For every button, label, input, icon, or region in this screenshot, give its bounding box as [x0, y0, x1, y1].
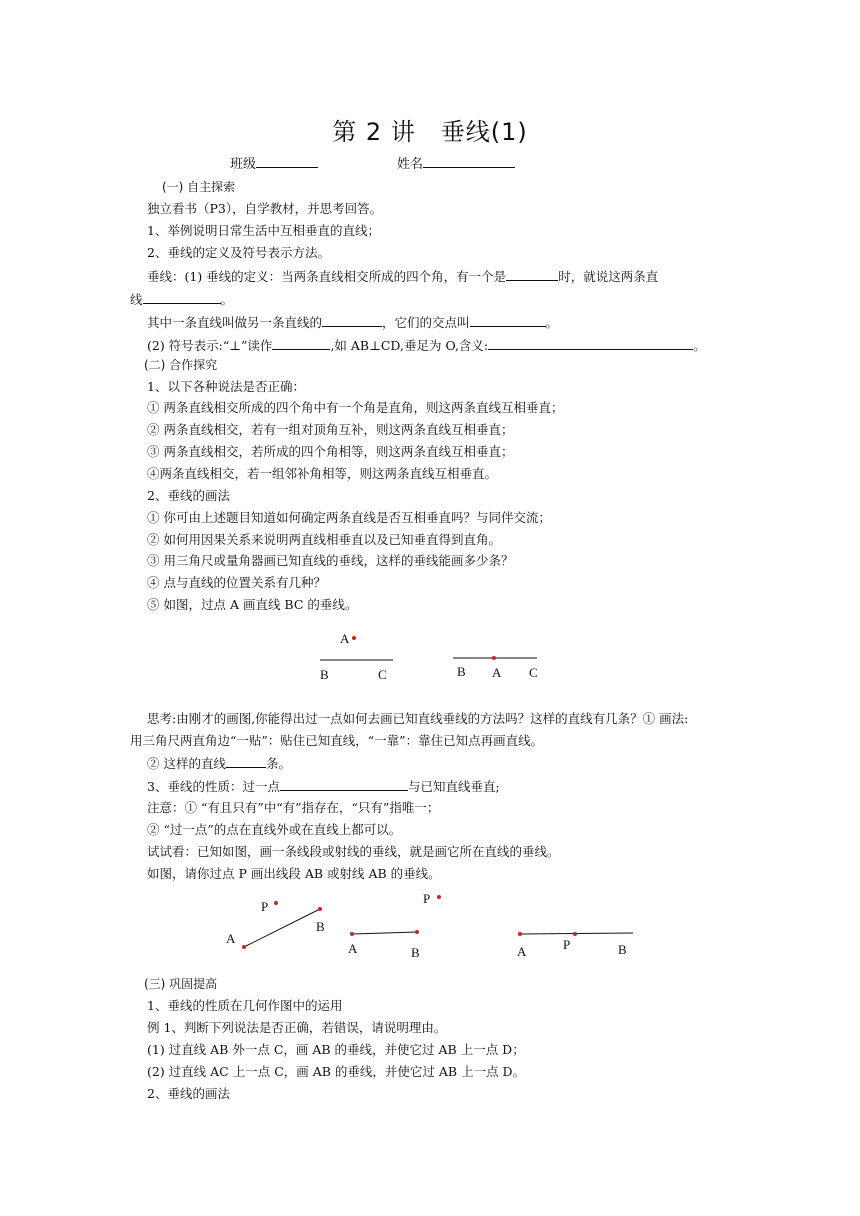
definition-text-a: 垂线：(1) 垂线的定义：当两条直线相交所成的四个角，有一个是: [147, 269, 507, 284]
page-title: 第 2 讲 垂线(1): [332, 118, 528, 146]
figure-2: [453, 656, 538, 680]
fig4-label-p: P: [423, 891, 431, 906]
s2-draw-4: ④ 点与直线的位置关系有几种？: [147, 575, 326, 590]
s2-question-2: 2、垂线的画法: [147, 488, 230, 503]
class-label: 班级: [230, 157, 257, 172]
fig3-point-p: [274, 901, 278, 905]
s3-example-2: (2) 过直线 AC 上一点 C，画 AB 的垂线，并使它过 AB 上一点 D。: [147, 1064, 526, 1079]
s1-question-1: 1、举例说明日常生活中互相垂直的直线；: [147, 223, 380, 238]
definition2-text-c: 。: [545, 315, 559, 330]
definition-text-b: 时，就说这两条直: [558, 269, 659, 284]
s2-item-1: ① 两条直线相交所成的四个角中有一个角是直角，则这两条直线互相垂直；: [147, 400, 564, 415]
s2-draw-5: ⑤ 如图，过点 A 画直线 BC 的垂线。: [147, 597, 358, 612]
fig2-point-a: [492, 656, 496, 660]
property-text-b: 与已知直线垂直;: [407, 779, 500, 794]
fig3-label-p: P: [261, 899, 269, 914]
fig3-label-b: B: [316, 919, 325, 934]
fig2-label-b: B: [457, 664, 466, 679]
symbol-text-a: (2) 符号表示:“⊥”读作: [147, 338, 273, 353]
fig4-label-b: B: [411, 945, 420, 960]
definition2-text-a: 其中一条直线叫做另一条直线的: [147, 315, 323, 330]
count-text-b: 条。: [265, 756, 291, 771]
fig5-point-p: [573, 932, 577, 936]
note-line-1: 注意：① “有且只有”中“有”指存在，“只有”指唯一；: [147, 800, 440, 815]
s3-question-1: 1、垂线的性质在几何作图中的运用: [147, 998, 343, 1013]
s1-intro: 独立看书（P3），自学教材，并思考回答。: [147, 201, 383, 216]
symbol-text-c: 。: [693, 338, 706, 353]
fig4-label-a: A: [348, 941, 358, 956]
fig3-segment-ab: [244, 909, 320, 947]
s2-draw-1: ① 你可由上述题目知道如何确定两条直线是否互相垂直吗？与同伴交流；: [147, 510, 551, 525]
fig2-label-a: A: [492, 665, 502, 680]
fig4-segment-ab: [352, 932, 417, 934]
section-2-heading: (二) 合作探究: [144, 358, 218, 372]
section-3-heading: (三) 巩固提高: [144, 977, 218, 991]
fig5-point-a: [518, 932, 522, 936]
definition2-text-b: ，它们的交点叫: [382, 315, 470, 330]
fig1-label-b: B: [320, 667, 329, 682]
s1-question-2: 2、垂线的定义及符号表示方法。: [147, 245, 330, 260]
s3-example: 例 1、判断下列说法是否正确，若错误，请说明理由。: [147, 1020, 447, 1035]
fig2-label-c: C: [529, 665, 538, 680]
think-line-2: 用三角尺两直角边“一贴”：贴住已知直线，“一靠”：靠住已知点再画直线。: [130, 733, 544, 748]
fig1-label-c: C: [378, 667, 387, 682]
figure-1: [320, 631, 393, 682]
s2-item-4: ④两条直线相交，若一组邻补角相等，则这两条直线互相垂直。: [147, 466, 498, 481]
symbol-text-b: ,如 AB⊥CD,垂足为 O,含义:: [330, 338, 489, 353]
s2-item-2: ② 两条直线相交，若有一组对顶角互补，则这两条直线互相垂直；: [147, 422, 514, 437]
property-text-a: 3、垂线的性质：过一点: [147, 779, 280, 794]
name-label: 姓名: [397, 157, 424, 172]
fig5-label-p: P: [563, 937, 571, 952]
figure-5: [517, 932, 633, 959]
fig3-label-a: A: [226, 931, 236, 946]
s2-question-1: 1、以下各种说法是否正确：: [147, 379, 305, 394]
count-text-a: ② 这样的直线: [147, 756, 226, 771]
fig1-point-a: [352, 636, 356, 640]
note-line-2: ② “过一点”的点在直线外或在直线上都可以。: [147, 822, 402, 837]
s3-question-2: 2、垂线的画法: [147, 1086, 230, 1101]
fig4-point-a: [350, 932, 354, 936]
s3-example-1: (1) 过直线 AB 外一点 C，画 AB 的垂线，并使它过 AB 上一点 D；: [147, 1042, 525, 1057]
figure-4: [348, 891, 441, 960]
fig4-point-p: [437, 895, 441, 899]
try-line-2: 如图，请你过点 P 画出线段 AB 或射线 AB 的垂线。: [147, 866, 441, 881]
figure-3: [226, 899, 325, 949]
definition-text-d: 。: [220, 292, 234, 307]
fig3-point-b: [318, 907, 322, 911]
fig1-label-a: A: [340, 631, 350, 646]
fig5-label-a: A: [517, 944, 527, 959]
fig5-label-b: B: [618, 942, 627, 957]
section-1-heading: (一) 自主探索: [162, 180, 236, 194]
think-line-1: 思考:由刚才的画图,你能得出过一点如何去画已知直线垂线的方法吗？这样的直线有几条？① 画法:: [147, 711, 689, 726]
fig3-point-a: [242, 945, 246, 949]
fig4-point-b: [415, 930, 419, 934]
try-line-1: 试试看：已知如图，画一条线段或射线的垂线，就是画它所在直线的垂线。: [147, 844, 560, 859]
s2-draw-3: ③ 用三角尺或量角器画已知直线的垂线，这样的垂线能画多少条？: [147, 553, 514, 568]
definition-text-c: 线: [130, 292, 143, 307]
s2-item-3: ③ 两条直线相交，若所成的四个角相等，则这两条直线互相垂直；: [147, 444, 514, 459]
s2-draw-2: ② 如何用因果关系来说明两直线相垂直以及已知垂直得到直角。: [147, 532, 501, 547]
